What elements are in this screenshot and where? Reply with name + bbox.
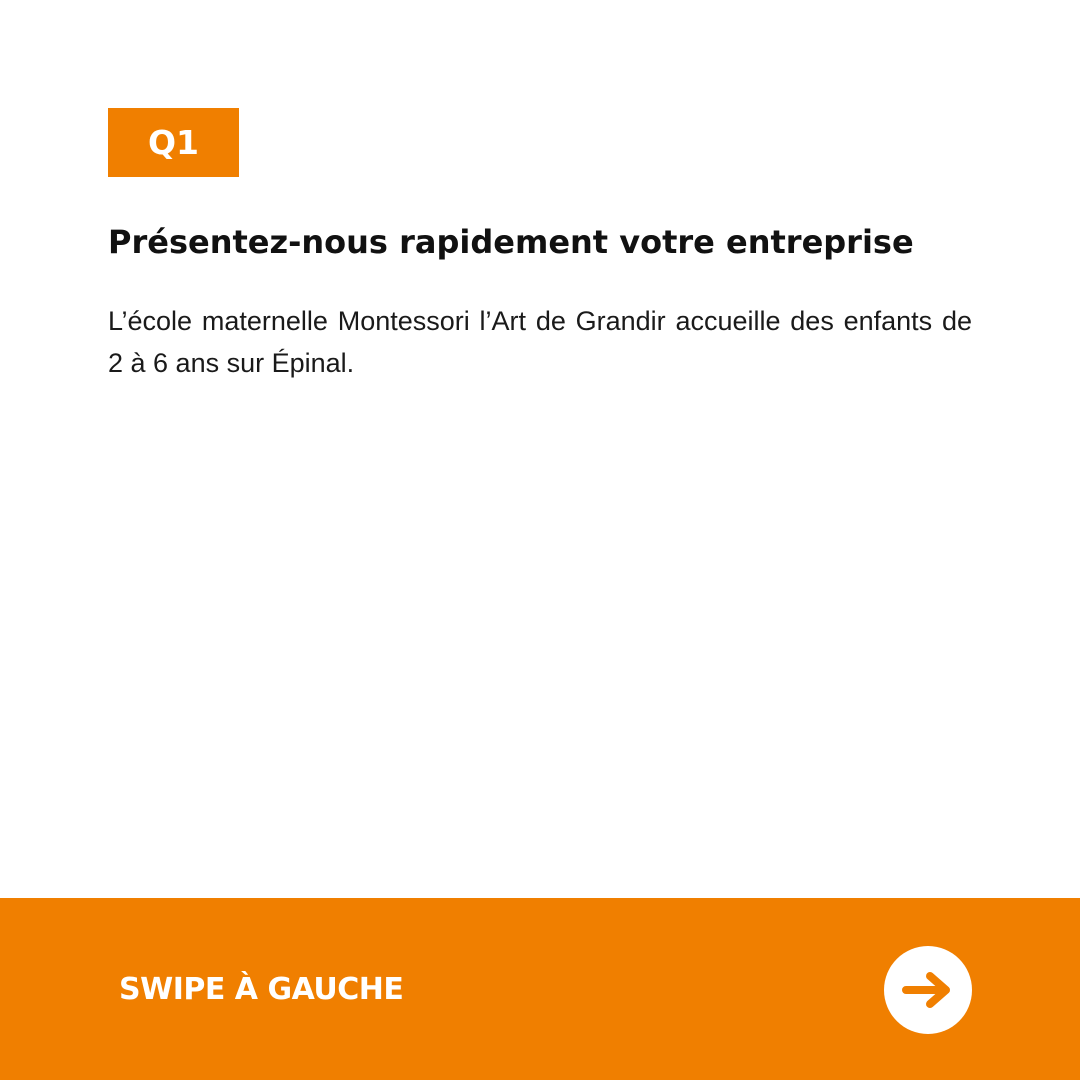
next-slide-button[interactable] bbox=[884, 946, 972, 1034]
arrow-right-icon bbox=[900, 970, 956, 1010]
answer-text: L’école maternelle Montessori l’Art de Grandir accueille des enfants de 2 à 6 ans sur Épinal. bbox=[108, 306, 972, 378]
footer-bar bbox=[0, 898, 1080, 1080]
question-title: Présentez-nous rapidement votre entreprise bbox=[108, 223, 914, 261]
question-number-badge bbox=[108, 108, 239, 177]
swipe-instruction: SWIPE À GAUCHE bbox=[119, 972, 404, 1007]
question-number-label: Q1 bbox=[147, 123, 199, 162]
